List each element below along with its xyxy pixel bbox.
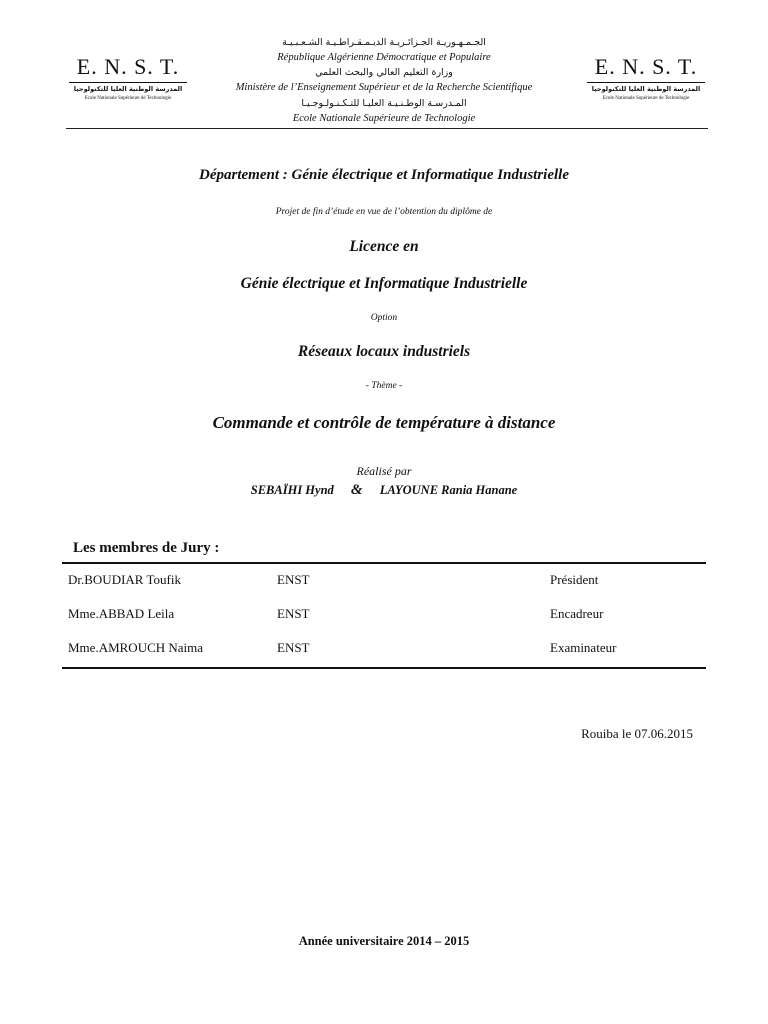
author-name: LAYOUNE Rania Hanane [379, 483, 518, 497]
jury-role: Examinateur [550, 640, 617, 655]
option-title: Réseaux locaux industriels [297, 343, 471, 360]
logo-arabic-text: المدرسة الوطنية العليا للتكنولوجيا [73, 85, 183, 93]
department-title: Département : Génie électrique et Informatique Industrielle [199, 167, 569, 183]
jury-org: ENST [277, 640, 310, 655]
jury-row [68, 640, 688, 660]
academic-year: Année universitaire 2014 – 2015 [298, 934, 470, 948]
jury-row [68, 606, 688, 626]
project-line: Projet de fin d’étude en vue de l’obtention du diplôme de [275, 207, 493, 217]
jury-name: Mme.AMROUCH Naima [68, 640, 204, 655]
jury-bottom-rule [62, 667, 706, 669]
authors-line [0, 482, 768, 499]
realised-by-label: Réalisé par [356, 464, 412, 478]
header-school-arabic: المـدرسـة الوطـنـيـة العليـا للتـكـنـولـوجـيـا [301, 98, 467, 109]
header-ministry-arabic: وزارة التعليم العالي والبحث العلمي [315, 67, 453, 78]
header-rule [66, 128, 708, 129]
theme-title: Commande et contrôle de température à distance [212, 413, 556, 432]
logo-french-text: Ecole Nationale Supérieure de Technologie [602, 96, 690, 101]
theme-label: - Thème - [365, 381, 403, 391]
author-name: SEBAÏHI Hynd [250, 483, 334, 497]
field-title: Génie électrique et Informatique Industrielle [240, 275, 528, 292]
header-ministry-french: Ministère de l’Enseignement Supérieur et de la Recherche Scientifique [235, 82, 533, 93]
logo-mark: E. N. S. T. [76, 54, 180, 79]
jury-top-rule [62, 562, 706, 564]
jury-name: Mme.ABBAD Leila [68, 606, 175, 621]
jury-org: ENST [277, 606, 310, 621]
degree-title: Licence en [349, 238, 419, 255]
logo-mark: E. N. S. T. [594, 54, 698, 79]
jury-role: Encadreur [550, 606, 604, 621]
jury-role: Président [550, 572, 599, 587]
ampersand: & [350, 482, 363, 498]
place-date: Rouiba le 07.06.2015 [581, 726, 693, 741]
header-school-french: Ecole Nationale Supérieure de Technologie [292, 113, 476, 124]
header-republic-french: République Algérienne Démocratique et Populaire [277, 52, 491, 63]
jury-name: Dr.BOUDIAR Toufik [68, 572, 181, 587]
jury-org: ENST [277, 572, 310, 587]
jury-row [68, 572, 688, 592]
logo-french-text: Ecole Nationale Supérieure de Technologie [84, 96, 172, 101]
header-republic-arabic: الجـمـهـوريـة الجـزائـريـة الديـمـقـراطـيـة الشـعـبـيـة [282, 37, 486, 48]
option-label: Option [370, 313, 398, 323]
logo-arabic-text: المدرسة الوطنية العليا للتكنولوجيا [591, 85, 701, 93]
jury-title: Les membres de Jury : [73, 540, 220, 556]
